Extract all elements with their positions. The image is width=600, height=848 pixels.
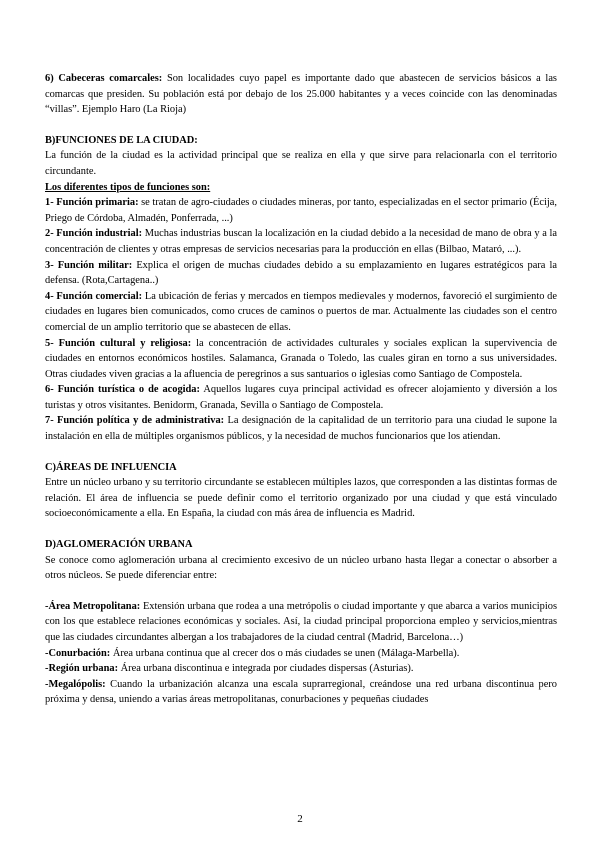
section-c-text: Entre un núcleo urbano y su territorio circundante se establecen múltiples lazos, que corresponden a las distintas formas de relación. El área de influencia se puede definir como el territorio organizado por una ciudad y que está vinculado socioeconómicamente a ella. En España, la ciudad con más área de influencia es Madrid. bbox=[45, 477, 557, 520]
list-item bbox=[45, 413, 557, 444]
list-item-text: La ubicación de ferias y mercados en tiempos medievales y modernos, favoreció el surgimiento de ciudades en lugares bien comunicados, como cruces de caminos o puertos de mar. Actualmente las ciudades son el centro comercial de un amplio territorio que se abastecen de ellas. bbox=[45, 290, 557, 333]
section-d-title: D)AGLOMERACIÓN URBANA bbox=[45, 539, 193, 551]
list-item-label: 2- Función industrial: bbox=[45, 228, 143, 240]
section-b-intro: La función de la ciudad es la actividad principal que se realiza en ella y que sirve para relacionarla con el territorio circundante. bbox=[45, 150, 557, 177]
list-item-label: 1- Función primaria: bbox=[45, 197, 139, 209]
list-item-label: 6- Función turística o de acogida: bbox=[45, 384, 200, 396]
list-item-text: Aquellos lugares cuya principal actividad es ofrecer alojamiento y diversión a los turistas y otros visitantes. Benidorm, Granada, Sevilla o Santiago de Compostela. bbox=[45, 384, 557, 411]
list-item bbox=[45, 336, 557, 383]
section-d-intro: Se conoce como aglomeración urbana al crecimiento excesivo de un núcleo urbano hasta llegar a conectar o absorber a otros núcleos. Se puede diferenciar entre: bbox=[45, 554, 557, 582]
list-item bbox=[45, 382, 557, 413]
page-number: 2 bbox=[297, 813, 303, 825]
list-item-label: 5- Función cultural y religiosa: bbox=[45, 337, 192, 349]
list-item bbox=[45, 677, 557, 708]
list-item-text: Área urbana discontinua e integrada por ciudades dispersas (Asturias). bbox=[118, 663, 414, 675]
list-item-text: la concentración de actividades culturales y sociales explican la supervivencia de ciudades en entornos económicos hostiles. Salamanca, Granada o Toledo, las cuales giran en torno a sus universidades. Otras ciudades viven gracias a la afluencia de peregrinos a sus santuarios o iglesias como Santiago de Compostela. bbox=[45, 337, 557, 380]
list-item-label: -Región urbana: bbox=[45, 663, 119, 675]
list-item-label: 7- Función política y de administrativa: bbox=[45, 415, 225, 427]
list-item bbox=[45, 289, 557, 336]
list-item bbox=[45, 195, 557, 226]
list-item bbox=[45, 661, 557, 677]
list-item-text: Cuando la urbanización alcanza una escala suprarregional, creándose una red urbana discontinua pero próxima y densa, uniendo a varias áreas metropolitanas, conurbaciones y pequeñas ciudades bbox=[45, 678, 557, 706]
list-item-label: -Área Metropolitana: bbox=[45, 600, 141, 612]
intro-label: 6) Cabeceras comarcales: bbox=[45, 73, 163, 84]
section-c-title: C)ÁREAS DE INFLUENCIA bbox=[45, 461, 177, 473]
list-item-label: -Conurbación: bbox=[45, 647, 111, 659]
intro-text: Son localidades cuyo papel es importante dado que abastecen de servicios básicos a las comarcas que presiden. Su población está por debajo de los 25.000 habitantes y a veces coincide con las denominadas “villas”. Ejemplo Haro (La Rioja) bbox=[45, 73, 557, 116]
intro-paragraph bbox=[45, 71, 557, 118]
functions-list bbox=[45, 195, 557, 445]
list-item bbox=[45, 599, 557, 646]
section-b-title: B)FUNCIONES DE LA CIUDAD: bbox=[45, 134, 198, 146]
list-item-text: Extensión urbana que rodea a una metrópolis o ciudad importante y que abarca a varios municipios con los que establece relaciones económicas y sociales. Así, la ciudad principal proporciona empleo y servicios,mientras que las ciudades circundantes albergan a los trabajadores de la ciudad central (Madrid, Barcelona…) bbox=[45, 600, 557, 643]
list-item-label: 4- Función comercial: bbox=[45, 290, 143, 302]
list-item bbox=[45, 226, 557, 257]
list-item-text: Explica el origen de muchas ciudades debido a su emplazamiento en lugares estratégicos para la defensa. (Rota,Cartagena..) bbox=[45, 259, 557, 287]
agglomeration-list bbox=[45, 599, 557, 708]
list-item-text: La designación de la capitalidad de un territorio para una ciudad le supone la instalación en ella de múltiples organismos públicos, y la necesidad de muchos funcionarios que los atiendan. bbox=[45, 415, 558, 443]
list-item-text: Área urbana continua que al crecer dos o más ciudades se unen (Málaga-Marbella). bbox=[110, 647, 460, 659]
list-item bbox=[45, 258, 557, 289]
list-item-label: 3- Función militar: bbox=[45, 259, 133, 271]
list-item bbox=[45, 646, 557, 662]
list-item-label: -Megalópolis: bbox=[45, 678, 106, 690]
document-body bbox=[45, 71, 557, 708]
section-b-subtitle: Los diferentes tipos de funciones son: bbox=[45, 181, 211, 193]
list-item-text: se tratan de agro-ciudades o ciudades mineras, por tanto, especializadas en el sector primario (Écija, Priego de Córdoba, Almadén, Ponferrada, ...) bbox=[45, 197, 557, 224]
list-item-text: Muchas industrias buscan la localización en la ciudad debido a la necesidad de mano de obra y a la concentración de clientes y otras empresas de servicios necesarias para la producción en ellas (Bilbao, Mataró, ...). bbox=[45, 228, 557, 255]
